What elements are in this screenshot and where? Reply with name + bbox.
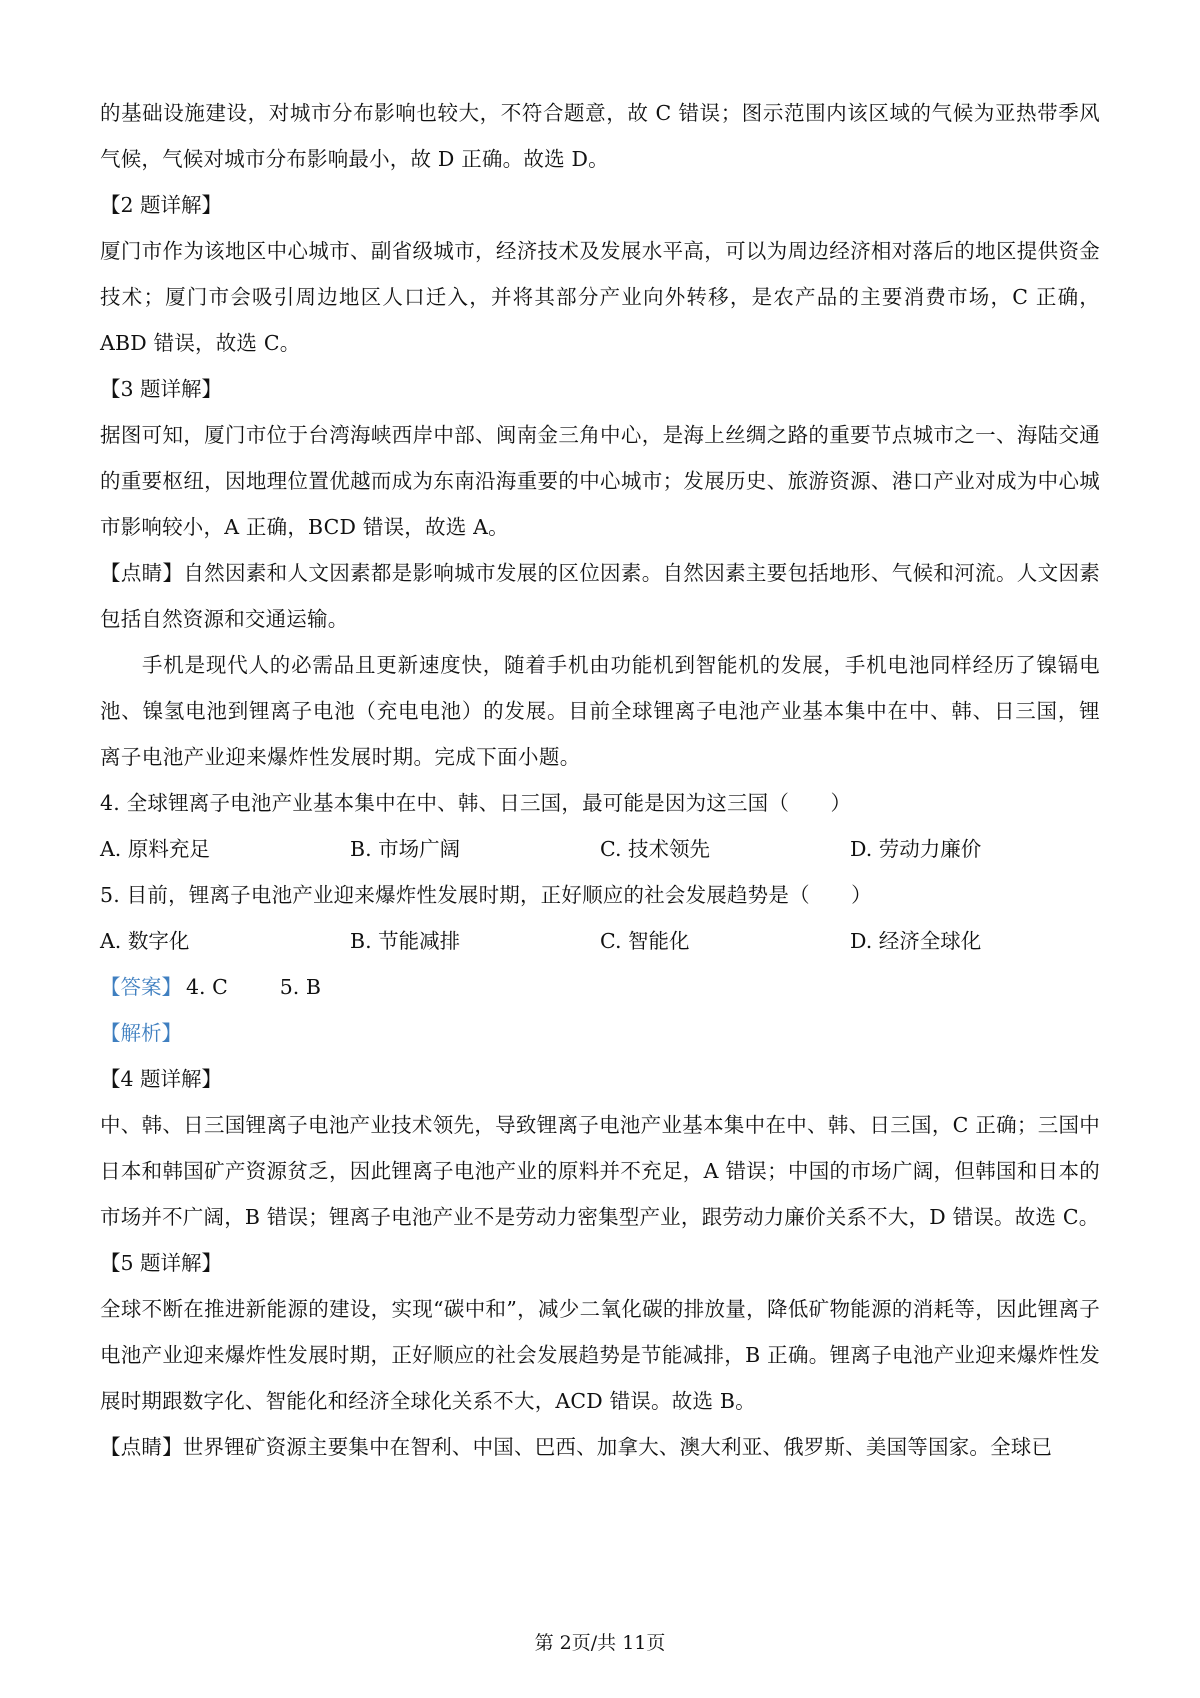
option-a: A. 原料充足 bbox=[100, 837, 210, 861]
question-4-options bbox=[100, 826, 1100, 872]
paragraph-intro: 的基础设施建设，对城市分布影响也较大，不符合题意，故 C 错误；图示范围内该区域的气候为亚热带季风气候，气候对城市分布影响最小，故 D 正确。故选 D。 bbox=[100, 101, 1100, 171]
option-b: B. 市场广阔 bbox=[350, 837, 461, 861]
answer-5: 5. B bbox=[279, 975, 321, 999]
heading-q2-detail: 【2 题详解】 bbox=[100, 193, 223, 217]
option-d: D. 劳动力廉价 bbox=[850, 837, 982, 861]
answer-4: 4. C bbox=[186, 975, 228, 999]
question-4: 4. 全球锂离子电池产业基本集中在中、韩、日三国，最可能是因为这三国（ ） bbox=[100, 791, 852, 815]
heading-q5-detail: 【5 题详解】 bbox=[100, 1251, 223, 1275]
option-c: C. 技术领先 bbox=[600, 837, 710, 861]
note-dianjing-1: 【点睛】自然因素和人文因素都是影响城市发展的区位因素。自然因素主要包括地形、气候和河流。人文因素包括自然资源和交通运输。 bbox=[100, 561, 1100, 631]
paragraph-q3: 据图可知，厦门市位于台湾海峡西岸中部、闽南金三角中心，是海上丝绸之路的重要节点城市之一、海陆交通的重要枢纽，因地理位置优越而成为东南沿海重要的中心城市；发展历史、旅游资源、港口产业对成为中心城市影响较小，A 正确，BCD 错误，故选 A。 bbox=[100, 423, 1100, 539]
option-b: B. 节能减排 bbox=[350, 929, 461, 953]
analysis-label: 【解析】 bbox=[100, 1021, 182, 1045]
heading-q4-detail: 【4 题详解】 bbox=[100, 1067, 223, 1091]
paragraph-q4: 中、韩、日三国锂离子电池产业技术领先，导致锂离子电池产业基本集中在中、韩、日三国，C 正确；三国中日本和韩国矿产资源贫乏，因此锂离子电池产业的原料并不充足，A 错误；中国的市场广阔，但韩国和日本的市场并不广阔，B 错误；锂离子电池产业不是劳动力密集型产业，跟劳动力廉价关系不大，D 错误。故选 C。 bbox=[100, 1113, 1100, 1229]
option-c: C. 智能化 bbox=[600, 929, 690, 953]
option-d: D. 经济全球化 bbox=[850, 929, 982, 953]
option-a: A. 数字化 bbox=[100, 929, 190, 953]
answer-line bbox=[100, 964, 1100, 1010]
paragraph-q2: 厦门市作为该地区中心城市、副省级城市，经济技术及发展水平高，可以为周边经济相对落后的地区提供资金技术；厦门市会吸引周边地区人口迁入，并将其部分产业向外转移，是农产品的主要消费市场，C 正确，ABD 错误，故选 C。 bbox=[100, 239, 1100, 355]
page-footer: 第 2页/共 11页 bbox=[534, 1632, 666, 1654]
heading-q3-detail: 【3 题详解】 bbox=[100, 377, 223, 401]
paragraph-q5: 全球不断在推进新能源的建设，实现“碳中和”，减少二氧化碳的排放量，降低矿物能源的消耗等，因此锂离子电池产业迎来爆炸性发展时期，正好顺应的社会发展趋势是节能减排，B 正确。锂离子电池产业迎来爆炸性发展时期跟数字化、智能化和经济全球化关系不大，ACD 错误。故选 B。 bbox=[100, 1297, 1100, 1413]
document-body bbox=[100, 90, 1100, 1470]
note-dianjing-2: 【点睛】世界锂矿资源主要集中在智利、中国、巴西、加拿大、澳大利亚、俄罗斯、美国等国家。全球已 bbox=[100, 1435, 1053, 1459]
reading-material: 手机是现代人的必需品且更新速度快，随着手机由功能机到智能机的发展，手机电池同样经历了镍镉电池、镍氢电池到锂离子电池（充电电池）的发展。目前全球锂离子电池产业基本集中在中、韩、日三国，锂离子电池产业迎来爆炸性发展时期。完成下面小题。 bbox=[100, 653, 1100, 769]
question-5: 5. 目前，锂离子电池产业迎来爆炸性发展时期，正好顺应的社会发展趋势是（ ） bbox=[100, 883, 872, 907]
answer-label: 【答案】 bbox=[100, 975, 182, 999]
question-5-options bbox=[100, 918, 1100, 964]
